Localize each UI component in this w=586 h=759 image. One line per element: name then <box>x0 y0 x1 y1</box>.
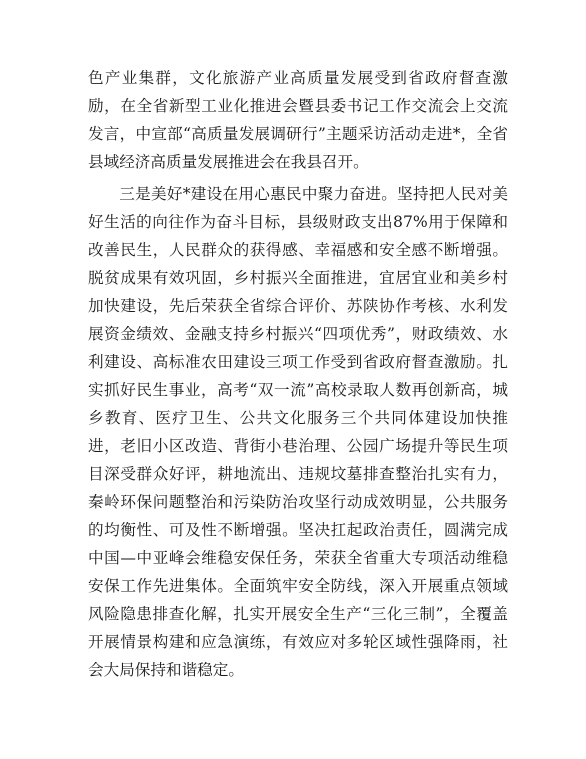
document-body <box>88 64 508 684</box>
paragraph-section-three: 三是美好*建设在用心惠民中聚力奋进。坚持把人民对美好生活的向往作为奋斗目标，县级财政支出87%用于保障和改善民生，人民群众的获得感、幸福感和安全感不断增强。脱贫成果有效巩固，乡村振兴全面推进，宜居宜业和美乡村加快建设，先后荣获全省综合评价、苏陕协作考核、水利发展资金绩效、金融支持乡村振兴“四项优秀”，财政绩效、水利建设、高标准农田建设三项工作受到省政府督查激励。扎实抓好民生事业，高考“双一流”高校录取人数再创新高，城乡教育、医疗卫生、公共文化服务三个共同体建设加快推进，老旧小区改造、背街小巷治理、公园广场提升等民生项目深受群众好评，耕地流出、违规坟墓排查整治扎实有力，秦岭环保问题整治和污染防治攻坚行动成效明显，公共服务的均衡性、可及性不断增强。坚决扛起政治责任，圆满完成中国—中亚峰会维稳安保任务，荣获全省重大专项活动维稳安保工作先进集体。全面筑牢安全防线，深入开展重点领域风险隐患排查化解，扎实开展安全生产“三化三制”，全覆盖开展情景构建和应急演练，有效应对多轮区域性强降雨，社会大局保持和谐稳定。 <box>88 185 508 679</box>
paragraph-continued: 色产业集群，文化旅游产业高质量发展受到省政府督查激励，在全省新型工业化推进会暨县委书记工作交流会上交流发言，中宣部“高质量发展调研行”主题采访活动走进*，全省县域经济高质量发展推进会在我县召开。 <box>88 69 508 171</box>
